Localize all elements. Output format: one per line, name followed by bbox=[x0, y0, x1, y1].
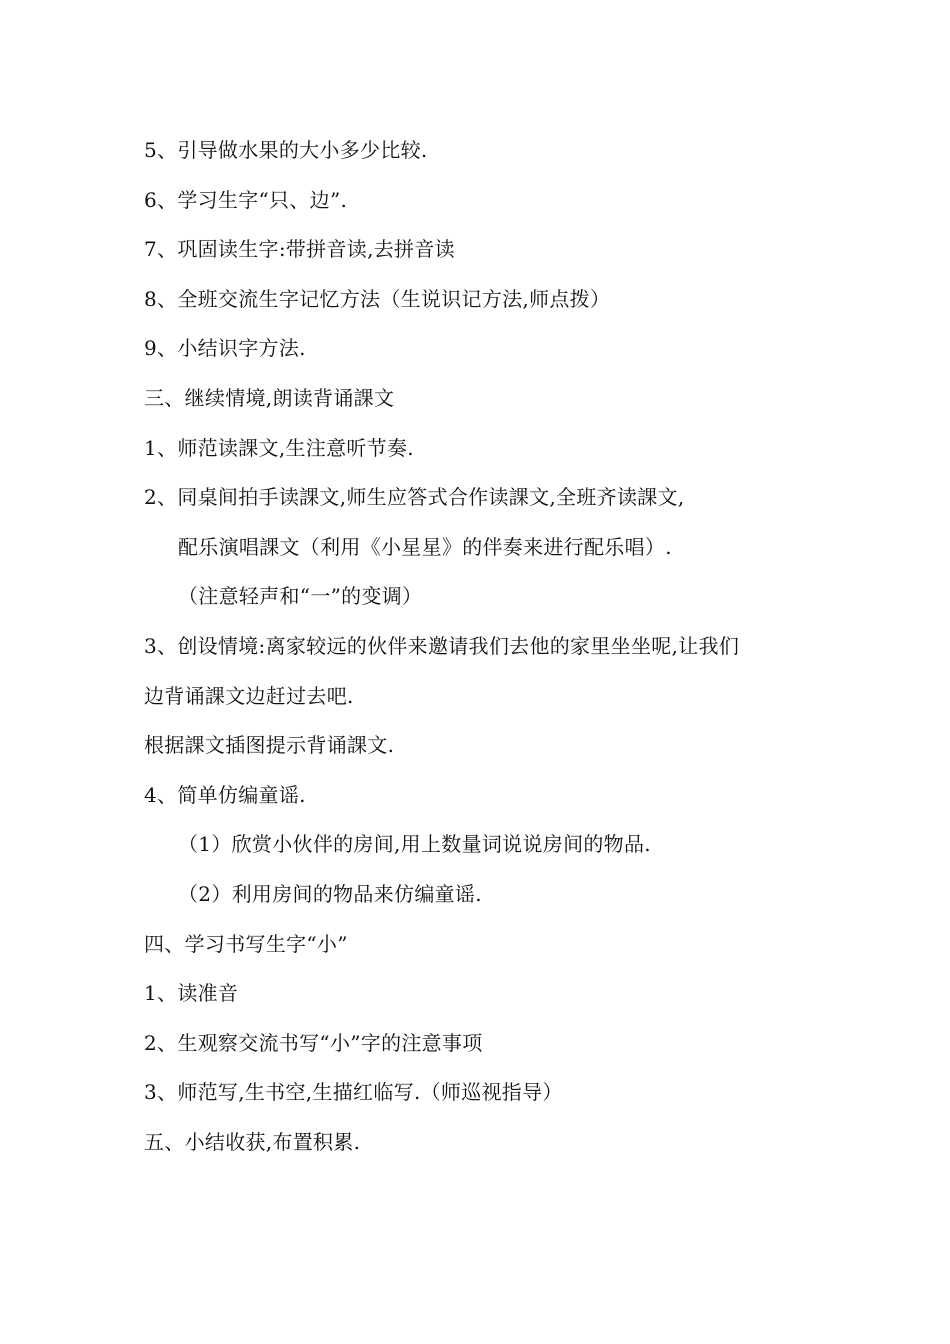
section-heading: 五、小结收获,布置积累. bbox=[144, 1129, 361, 1154]
text-line: 4、简单仿编童谣. bbox=[144, 782, 306, 807]
text-line: 根据課文插图提示背诵課文. bbox=[144, 733, 395, 758]
text-line-indented: 配乐演唱課文（利用《小星星》的伴奏来进行配乐唱）. bbox=[178, 534, 672, 559]
text-line: 边背诵課文边赶过去吧. bbox=[144, 683, 354, 708]
text-line: 8、全班交流生字记忆方法（生说识记方法,师点拨） bbox=[144, 286, 611, 311]
text-line: 2、同桌间拍手读課文,师生应答式合作读課文,全班齐读課文, bbox=[144, 485, 685, 510]
text-line: 3、创设情境:离家较远的伙伴来邀请我们去他的家里坐坐呢,让我们 bbox=[144, 633, 740, 658]
text-line: 7、巩固读生字:带拼音读,去拼音读 bbox=[144, 237, 455, 262]
text-line: 5、引导做水果的大小多少比较. bbox=[144, 138, 428, 162]
text-line: 6、学习生字“只、边”. bbox=[144, 187, 348, 212]
text-line-indented: （2）利用房间的物品来仿编童谣. bbox=[178, 881, 482, 906]
text-line: 1、读准音 bbox=[144, 981, 239, 1006]
section-heading: 三、继续情境,朗读背诵課文 bbox=[144, 385, 395, 410]
text-line: 9、小结识字方法. bbox=[144, 336, 306, 361]
text-line: 3、师范写,生书空,生描红临写.（师巡视指导） bbox=[144, 1080, 563, 1105]
section-heading: 四、学习书写生字“小” bbox=[144, 931, 348, 956]
text-line: 1、师范读課文,生注意听节奏. bbox=[144, 435, 414, 460]
text-line-indented: （注意轻声和“一”的变调） bbox=[178, 584, 423, 609]
text-line: 2、生观察交流书写“小”字的注意事项 bbox=[144, 1030, 483, 1055]
text-line-indented: （1）欣赏小伙伴的房间,用上数量词说说房间的物品. bbox=[178, 832, 651, 857]
document-body bbox=[144, 126, 824, 1167]
